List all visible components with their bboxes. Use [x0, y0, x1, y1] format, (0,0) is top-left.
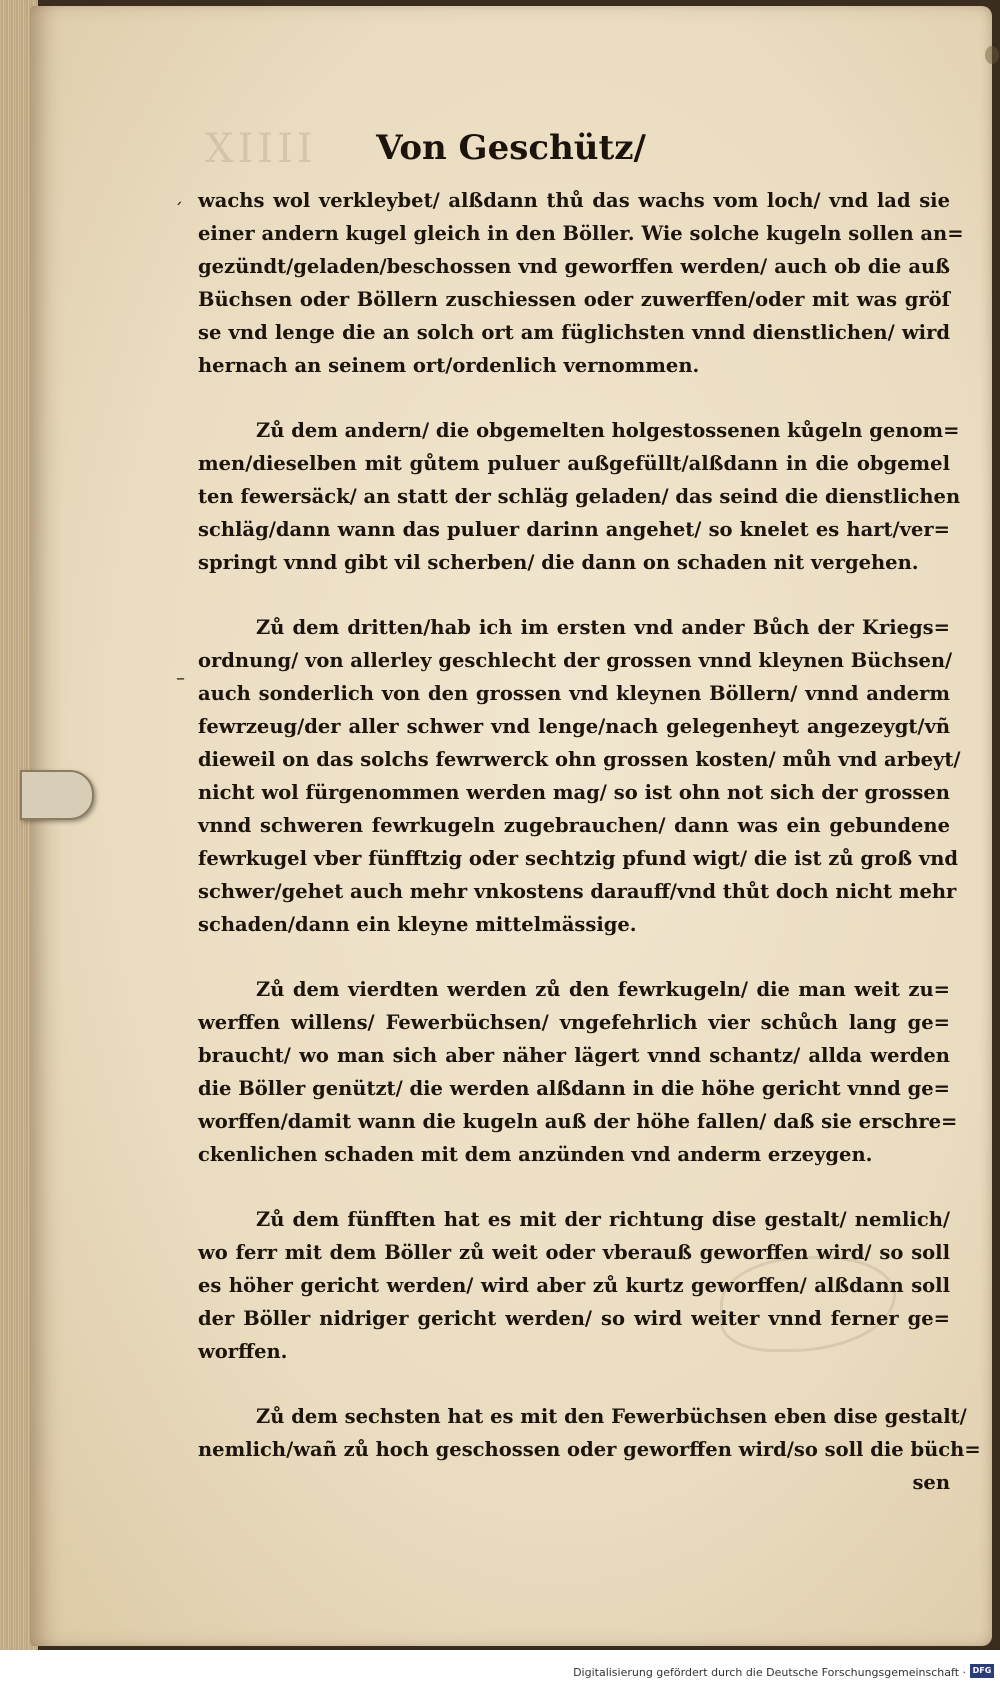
text-line: werffen willens/ Fewerbüchsen/ vngefehrlich vier schůch lang ge= [198, 1011, 950, 1034]
paragraph [198, 414, 961, 579]
text-line: Zů dem fünfften hat es mit der richtung dise gestalt/ nemlich/ [256, 1208, 950, 1231]
text-line: nemlich/wañ zů hoch geschossen oder geworffen wird/so soll die büch= [198, 1438, 981, 1461]
paragraph [198, 1400, 981, 1499]
text-line: springt vnnd gibt vil scherben/ die dann on schaden nit vergehen. [198, 551, 919, 574]
bookmark-tab [20, 770, 94, 820]
text-line: Zů dem vierdten werden zů den fewrkugeln/ die man weit zu= [256, 978, 950, 1001]
paragraph [198, 973, 958, 1171]
paragraph [198, 611, 961, 941]
text-line: fewrkugel vber fünfftzig oder sechtzig pfund wigt/ die ist zů groß vnd [198, 847, 959, 870]
footer-credit: Digitalisierung gefördert durch die Deutsche Forschungsgemeinschaft · [573, 1666, 966, 1679]
text-line: ten fewersäck/ an statt der schläg geladen/ das seind die dienstlichen [198, 485, 961, 508]
text-line: Büchsen oder Böllern zuschiessen oder zuwerffen/oder mit was gröſ [198, 288, 950, 311]
text-line: ckenlichen schaden mit dem anzünden vnd anderm erzeygen. [198, 1143, 873, 1166]
stain-spot [985, 46, 999, 64]
text-line: Zů dem andern/ die obgemelten holgestossenen kůgeln genom= [256, 419, 960, 442]
text-line: worffen/damit wann die kugeln auß der höhe fallen/ daß sie erschre= [198, 1110, 958, 1133]
text-line: der Böller nidriger gericht werden/ so wird weiter vnnd ferner ge= [198, 1307, 950, 1330]
text-line: einer andern kugel gleich in den Böller. Wie solche kugeln sollen an= [198, 222, 964, 245]
text-line: vnnd schweren fewrkugeln zugebrauchen/ dann was ein gebundene [198, 814, 950, 837]
text-line: sen [912, 1471, 950, 1494]
paragraph [198, 184, 964, 382]
show-through-mark: XIIII [205, 126, 317, 172]
body-text [198, 184, 981, 1531]
text-line: nicht wol fürgenommen werden mag/ so ist ohn not sich der grossen [198, 781, 950, 804]
text-line: se vnd lenge die an solch ort am füglichsten vnnd dienstlichen/ wird [198, 321, 950, 344]
page-heading: Von Geschütz/ [376, 128, 646, 168]
text-line: schläg/dann wann das puluer darinn angehet/ so knelet es hart/ver= [198, 518, 950, 541]
text-line: ordnung/ von allerley geschlecht der grossen vnnd kleynen Büchsen/ [198, 649, 953, 672]
text-line: hernach an seinem ort/ordenlich vernommen. [198, 354, 700, 377]
text-line: wachs wol verkleybet/ alßdann thů das wachs vom loch/ vnd lad sie [198, 189, 950, 212]
text-line: auch sonderlich von den grossen vnd kleynen Böllern/ vnnd anderm [198, 682, 950, 705]
text-line: wo ferr mit dem Böller zů weit oder vberauß geworffen wird/ so soll [198, 1241, 950, 1264]
margin-mark: ˏ [174, 185, 183, 206]
text-line: Zů dem sechsten hat es mit den Fewerbüchsen eben dise gestalt/ [256, 1405, 967, 1428]
text-line: es höher gericht werden/ wird aber zů kurtz geworffen/ alßdann soll [198, 1274, 950, 1297]
text-line: dieweil on das solchs fewrwerck ohn grossen kosten/ můh vnd arbeyt/ [198, 748, 961, 771]
paragraph [198, 1203, 950, 1368]
text-line: men/dieselben mit gůtem puluer außgefüllt/alßdann in die obgemel [198, 452, 950, 475]
margin-mark: – [176, 668, 185, 689]
book-page [30, 6, 992, 1646]
text-line: fewrzeug/der aller schwer vnd lenge/nach gelegenheyt angezeygt/vñ [198, 715, 950, 738]
text-line: Zů dem dritten/hab ich im ersten vnd ander Bůch der Kriegs= [256, 616, 950, 639]
text-line: schwer/gehet auch mehr vnkostens darauff/vnd thůt doch nicht mehr [198, 880, 957, 903]
text-line: die Böller genützt/ die werden alßdann in die höhe gericht vnnd ge= [198, 1077, 950, 1100]
text-line: braucht/ wo man sich aber näher lägert vnnd schantz/ allda werden [198, 1044, 950, 1067]
dfg-logo: DFG [970, 1664, 994, 1678]
text-line: worffen. [198, 1340, 288, 1363]
text-line: schaden/dann ein kleyne mittelmässige. [198, 913, 637, 936]
text-line: gezündt/geladen/beschossen vnd geworffen werden/ auch ob die auß [198, 255, 950, 278]
